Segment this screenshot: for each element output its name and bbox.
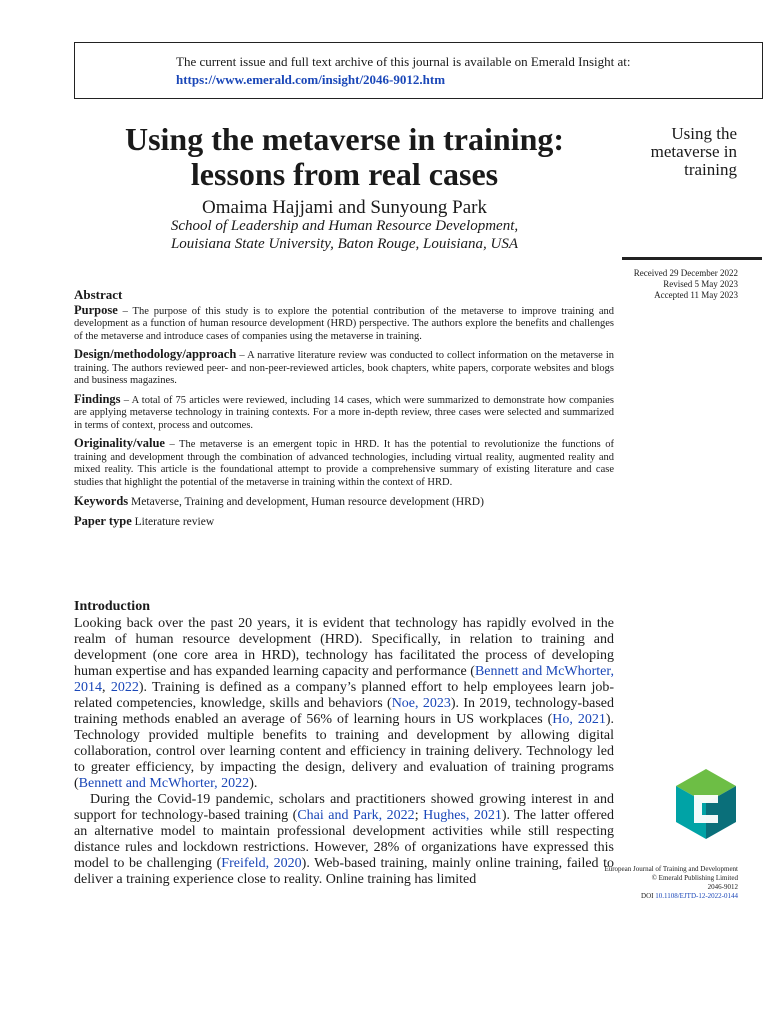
running-title-line: Using the xyxy=(671,124,737,143)
citation-link[interactable]: Noe, 2023 xyxy=(391,696,451,711)
publisher: © Emerald Publishing Limited xyxy=(651,874,738,882)
affiliation-line-1: School of Leadership and Human Resource Development, xyxy=(170,218,519,234)
received-date: Received 29 December 2022 xyxy=(633,268,738,278)
doi-link[interactable]: 10.1108/EJTD-12-2022-0144 xyxy=(655,892,738,900)
doi-line xyxy=(600,892,738,901)
intro-paragraph-2: During the Covid-19 pandemic, scholars and practitioners showed growing interest in and support for technology-based training (Chai and Park, 2022; Hughes, 2021). The latter offered an alternative model to maintain professional development activities while still respecting distance rules and lockdown restrictions. However, 28% of organizations have expressed this model to be challenging (Freifeld, 2020). Web-based training, mainly online training, failed to deliver a training experience close to reality. Online training has limited xyxy=(74,792,615,887)
citation-link[interactable]: Bennett and McWhorter, 2022 xyxy=(78,776,250,791)
paper-type xyxy=(74,515,614,529)
abstract-originality xyxy=(74,437,614,489)
abstract-heading: Abstract xyxy=(74,287,123,302)
journal-info xyxy=(600,865,738,901)
affiliation-line-2: Louisiana State University, Baton Rouge, Louisiana, USA xyxy=(170,236,519,252)
introduction-section xyxy=(74,599,614,888)
papertype-text: Literature review xyxy=(131,515,215,528)
journal-url-link[interactable]: https://www.emerald.com/insight/2046-9012.htm xyxy=(176,72,446,87)
findings-text: – A total of 75 articles were reviewed, including 14 cases, which were summarized to demonstrate how companies are applying metaverse technology in training contexts. For a more in-depth review, three cases were selected and summarized in terms of context, process and outcomes. xyxy=(74,394,614,431)
authors: Omaima Hajjami and Sunyoung Park xyxy=(202,197,487,218)
revised-date: Revised 5 May 2023 xyxy=(663,279,738,289)
purpose-label: Purpose xyxy=(74,302,118,317)
citation-link[interactable]: 2022 xyxy=(110,680,139,695)
title-line-2: lessons from real cases xyxy=(190,156,499,192)
citation-link[interactable]: Freifeld, 2020 xyxy=(221,856,302,871)
design-label: Design/methodology/approach xyxy=(74,347,237,361)
abstract-design xyxy=(74,348,614,388)
title-line-1: Using the metaverse in training: xyxy=(124,121,565,157)
notice-text: The current issue and full text archive of this journal is available on Emerald Insight at: xyxy=(176,54,631,69)
citation-link[interactable]: Ho, 2021 xyxy=(552,712,606,727)
accepted-date: Accepted 11 May 2023 xyxy=(654,290,738,300)
sidebar-divider xyxy=(622,257,762,260)
design-text: – A narrative literature review was conducted to collect information on the metaverse in training. The authors reviewed peer- and non-peer-reviewed articles, book chapters, white papers, corporate websites and blogs and business magazines. xyxy=(74,350,614,386)
citation-link[interactable]: Hughes, 2021 xyxy=(423,808,502,823)
introduction-heading: Introduction xyxy=(74,599,150,614)
citation-link[interactable]: Bennett and McWhorter, 2014 xyxy=(74,664,614,695)
issn: 2046-9012 xyxy=(707,883,738,891)
purpose-text: – The purpose of this study is to explore the potential contribution of the metaverse to improve training and development as a function of human resource development (HRD) perspective. The authors explore the benefits and challenges of the metaverse and introduce cases of companies using the metaverse in training. xyxy=(74,305,614,342)
findings-label: Findings xyxy=(74,391,121,406)
running-title-line: metaverse in xyxy=(650,142,737,161)
journal-name: European Journal of Training and Development xyxy=(604,865,738,873)
running-title-line: training xyxy=(684,160,737,179)
affiliation xyxy=(74,217,615,253)
papertype-label: Paper type xyxy=(74,513,132,528)
abstract-section xyxy=(74,289,614,533)
journal-notice-box xyxy=(74,42,763,99)
article-title xyxy=(74,122,615,192)
keywords xyxy=(74,495,614,509)
publisher-logo-icon xyxy=(674,767,738,841)
running-title xyxy=(622,125,737,179)
citation-link[interactable]: Chai and Park, 2022 xyxy=(297,808,415,823)
abstract-purpose xyxy=(74,304,614,344)
intro-paragraph-1: Looking back over the past 20 years, it is evident that technology has rapidly evolved in the realm of human resource development (HRD). Specifically, in relation to training and development (one core area in HRD), technology has facilitated the process of developing human expertise and has expanded learning capacity and performance (Bennett and McWhorter, 2014, 2022). Training is defined as a company’s planned effort to help employees learn job-related competencies, knowledge, skills and behaviors (Noe, 2023). In 2019, technology-based training methods enabled an average of 56% of learning hours in US workplaces (Ho, 2021). Technology provided multiple benefits to training and development by allowing digital collaboration, control over learning content and efficiency in training delivery. Technology led to greater efficiency, by impacting the design, delivery and evaluation of training programs (Bennett and McWhorter, 2022). xyxy=(74,616,614,791)
abstract-findings xyxy=(74,393,614,433)
article-dates xyxy=(600,268,738,301)
keywords-text: Metaverse, Training and development, Human resource development (HRD) xyxy=(128,496,484,508)
originality-label: Originality/value xyxy=(74,436,165,450)
doi-label: DOI xyxy=(641,892,654,900)
originality-text: – The metaverse is an emergent topic in HRD. It has the potential to revolutionize the functions of training and development through the combination of advanced technologies, including virtual reality, augmented reality and mixed reality. This article is the foundational attempt to provide a comprehensive summary of existing literature and case studies that highlight the potential of the metaverse in training within the context of HRD. xyxy=(74,439,614,488)
keywords-label: Keywords xyxy=(74,494,129,508)
